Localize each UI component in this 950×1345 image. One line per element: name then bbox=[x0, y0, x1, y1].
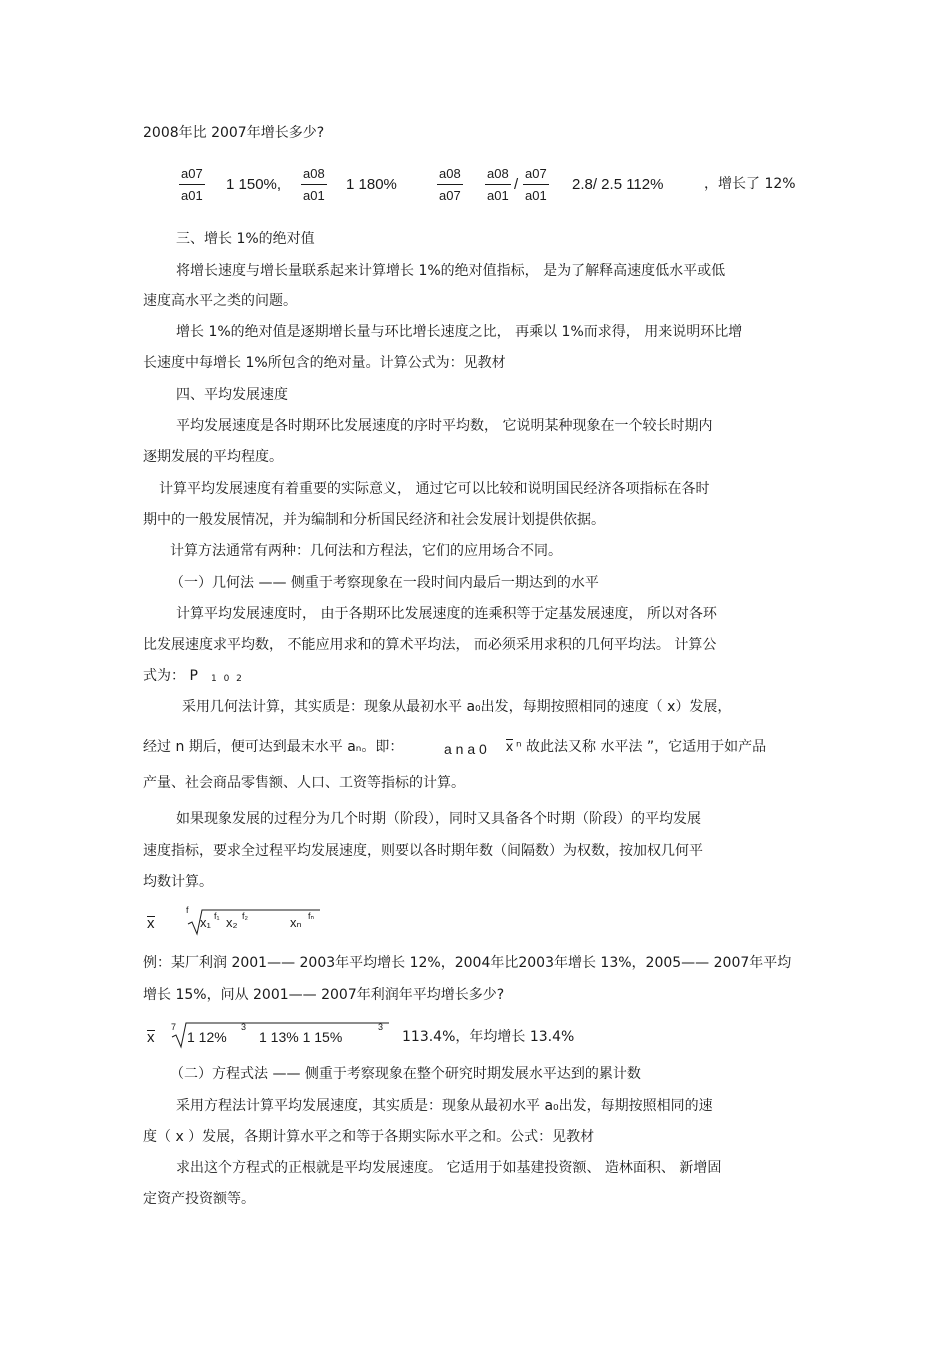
fraction: $\frac{a07}{a01}$ bbox=[181, 166, 203, 203]
paragraph: 式为： P bbox=[143, 668, 198, 684]
exponent: 3 bbox=[241, 1022, 247, 1032]
formula-tail: ，增长了 12% bbox=[704, 176, 796, 192]
fraction: $\frac{a07}{a01}$ bbox=[525, 166, 547, 203]
paragraph: 速度指标，要求全过程平均发展速度，则要以各时期年数（间隔数）为权数，按加权几何平 bbox=[143, 843, 703, 859]
root-index: 7 bbox=[171, 1022, 177, 1032]
formula-inline: a n a 0 bbox=[444, 741, 487, 757]
paragraph: 计算平均发展速度时， 由于各期环比发展速度的连乘积等于定基发展速度， 所以对各环 bbox=[176, 606, 717, 622]
subheading-equation: （二）方程式法 —— 侧重于考察现象在整个研究时期发展水平达到的累计数 bbox=[170, 1066, 641, 1082]
fraction: $\frac{a08}{a01}$ bbox=[487, 166, 509, 203]
paragraph: 计算平均发展速度有着重要的实际意义， 通过它可以比较和说明国民经济各项指标在各时 bbox=[159, 481, 710, 497]
paragraph: 将增长速度与增长量联系起来计算增长 1%的绝对值指标， 是为了解释高速度低水平或低 bbox=[176, 263, 726, 279]
exponent: 3 bbox=[378, 1022, 384, 1032]
xbar-symbol: x bbox=[147, 915, 155, 932]
paragraph: 采用方程法计算平均发展速度，其实质是：现象从最初水平 a₀出发，每期按照相同的速 bbox=[176, 1098, 713, 1114]
paragraph: 计算方法通常有两种：几何法和方程法，它们的应用场合不同。 bbox=[170, 543, 562, 559]
exponent: fₙ bbox=[308, 911, 315, 921]
fraction: $\frac{a08}{a01}$ bbox=[303, 166, 325, 203]
formula-text: 113.4%，年均增长 13.4% bbox=[402, 1029, 575, 1045]
paragraph: 度（ x ）发展，各期计算水平之和等于各期实际水平之和。公式：见教材 bbox=[143, 1129, 595, 1145]
heading-3: 三、增长 1%的绝对值 bbox=[176, 231, 315, 247]
paragraph: 速度高水平之类的问题。 bbox=[143, 293, 297, 309]
paragraph: 逐期发展的平均程度。 bbox=[143, 449, 283, 465]
paragraph: 均数计算。 bbox=[143, 874, 213, 890]
formula-text: 2.8/ 2.5 112% bbox=[572, 176, 664, 193]
fraction: $\frac{a08}{a07}$ bbox=[439, 166, 461, 203]
example: 增长 15%，问从 2001—— 2007年利润年平均增长多少? bbox=[143, 987, 505, 1003]
paragraph: 采用几何法计算，其实质是：现象从最初水平 a₀出发，每期按照相同的速度（ x）发展， bbox=[182, 699, 732, 715]
page-ref: 1 0 2 bbox=[211, 674, 244, 684]
example: 例：某厂利润 2001—— 2003年平均增长 12%，2004年比2003年增长 13%，2005—— 2007年平均 bbox=[143, 955, 792, 971]
xbar-symbol: x bbox=[506, 738, 513, 754]
paragraph: 经过 n 期后，便可达到最末水平 aₙ。即： bbox=[143, 739, 404, 755]
paragraph: 比发展速度求平均数， 不能应用求和的算术平均法， 而必须采用求积的几何平均法。 计算公 bbox=[143, 637, 717, 653]
formula-text: 1 12% bbox=[187, 1029, 227, 1045]
formula-text: x₁ bbox=[200, 915, 211, 930]
paragraph: 平均发展速度是各时期环比发展速度的序时平均数， 它说明某种现象在一个较长时期内 bbox=[176, 418, 713, 434]
xbar-symbol: x bbox=[147, 1029, 155, 1046]
root-index: f bbox=[186, 905, 189, 915]
formula-text: 1 13% 1 15% bbox=[259, 1029, 343, 1045]
formula-text: 1 180% bbox=[346, 176, 397, 193]
paragraph: 长速度中每增长 1%所包含的绝对量。计算公式为：见教材 bbox=[143, 355, 506, 371]
exponent: f₁ bbox=[214, 911, 220, 921]
paragraph: 增长 1%的绝对值是逐期增长量与环比增长速度之比， 再乘以 1%而求得， 用来说明环比增 bbox=[176, 324, 743, 340]
formula-text: / bbox=[514, 176, 519, 193]
paragraph: 如果现象发展的过程分为几个时期（阶段），同时又具备各个时期（阶段）的平均发展 bbox=[176, 811, 701, 827]
question-line: 2008年比 2007年增长多少? bbox=[143, 125, 325, 141]
paragraph: 产量、社会商品零售额、人口、工资等指标的计算。 bbox=[143, 775, 465, 791]
formula-text: x₂ bbox=[226, 915, 238, 930]
subheading-geometric: （一）几何法 —— 侧重于考察现象在一段时间内最后一期达到的水平 bbox=[170, 575, 599, 591]
paragraph: 求出这个方程式的正根就是平均发展速度。 它适用于如基建投资额、 造林面积、 新增固 bbox=[176, 1160, 722, 1176]
paragraph: 期中的一般发展情况，并为编制和分析国民经济和社会发展计划提供依据。 bbox=[143, 512, 605, 528]
paragraph: ⁿ 故此法又称 水平法 ”，它适用于如产品 bbox=[516, 739, 767, 755]
heading-4: 四、平均发展速度 bbox=[176, 387, 288, 403]
formula-text: 1 150%, bbox=[226, 176, 282, 193]
exponent: f₂ bbox=[242, 911, 248, 921]
formula-text: xₙ bbox=[290, 915, 302, 930]
paragraph: 定资产投资额等。 bbox=[143, 1191, 255, 1207]
